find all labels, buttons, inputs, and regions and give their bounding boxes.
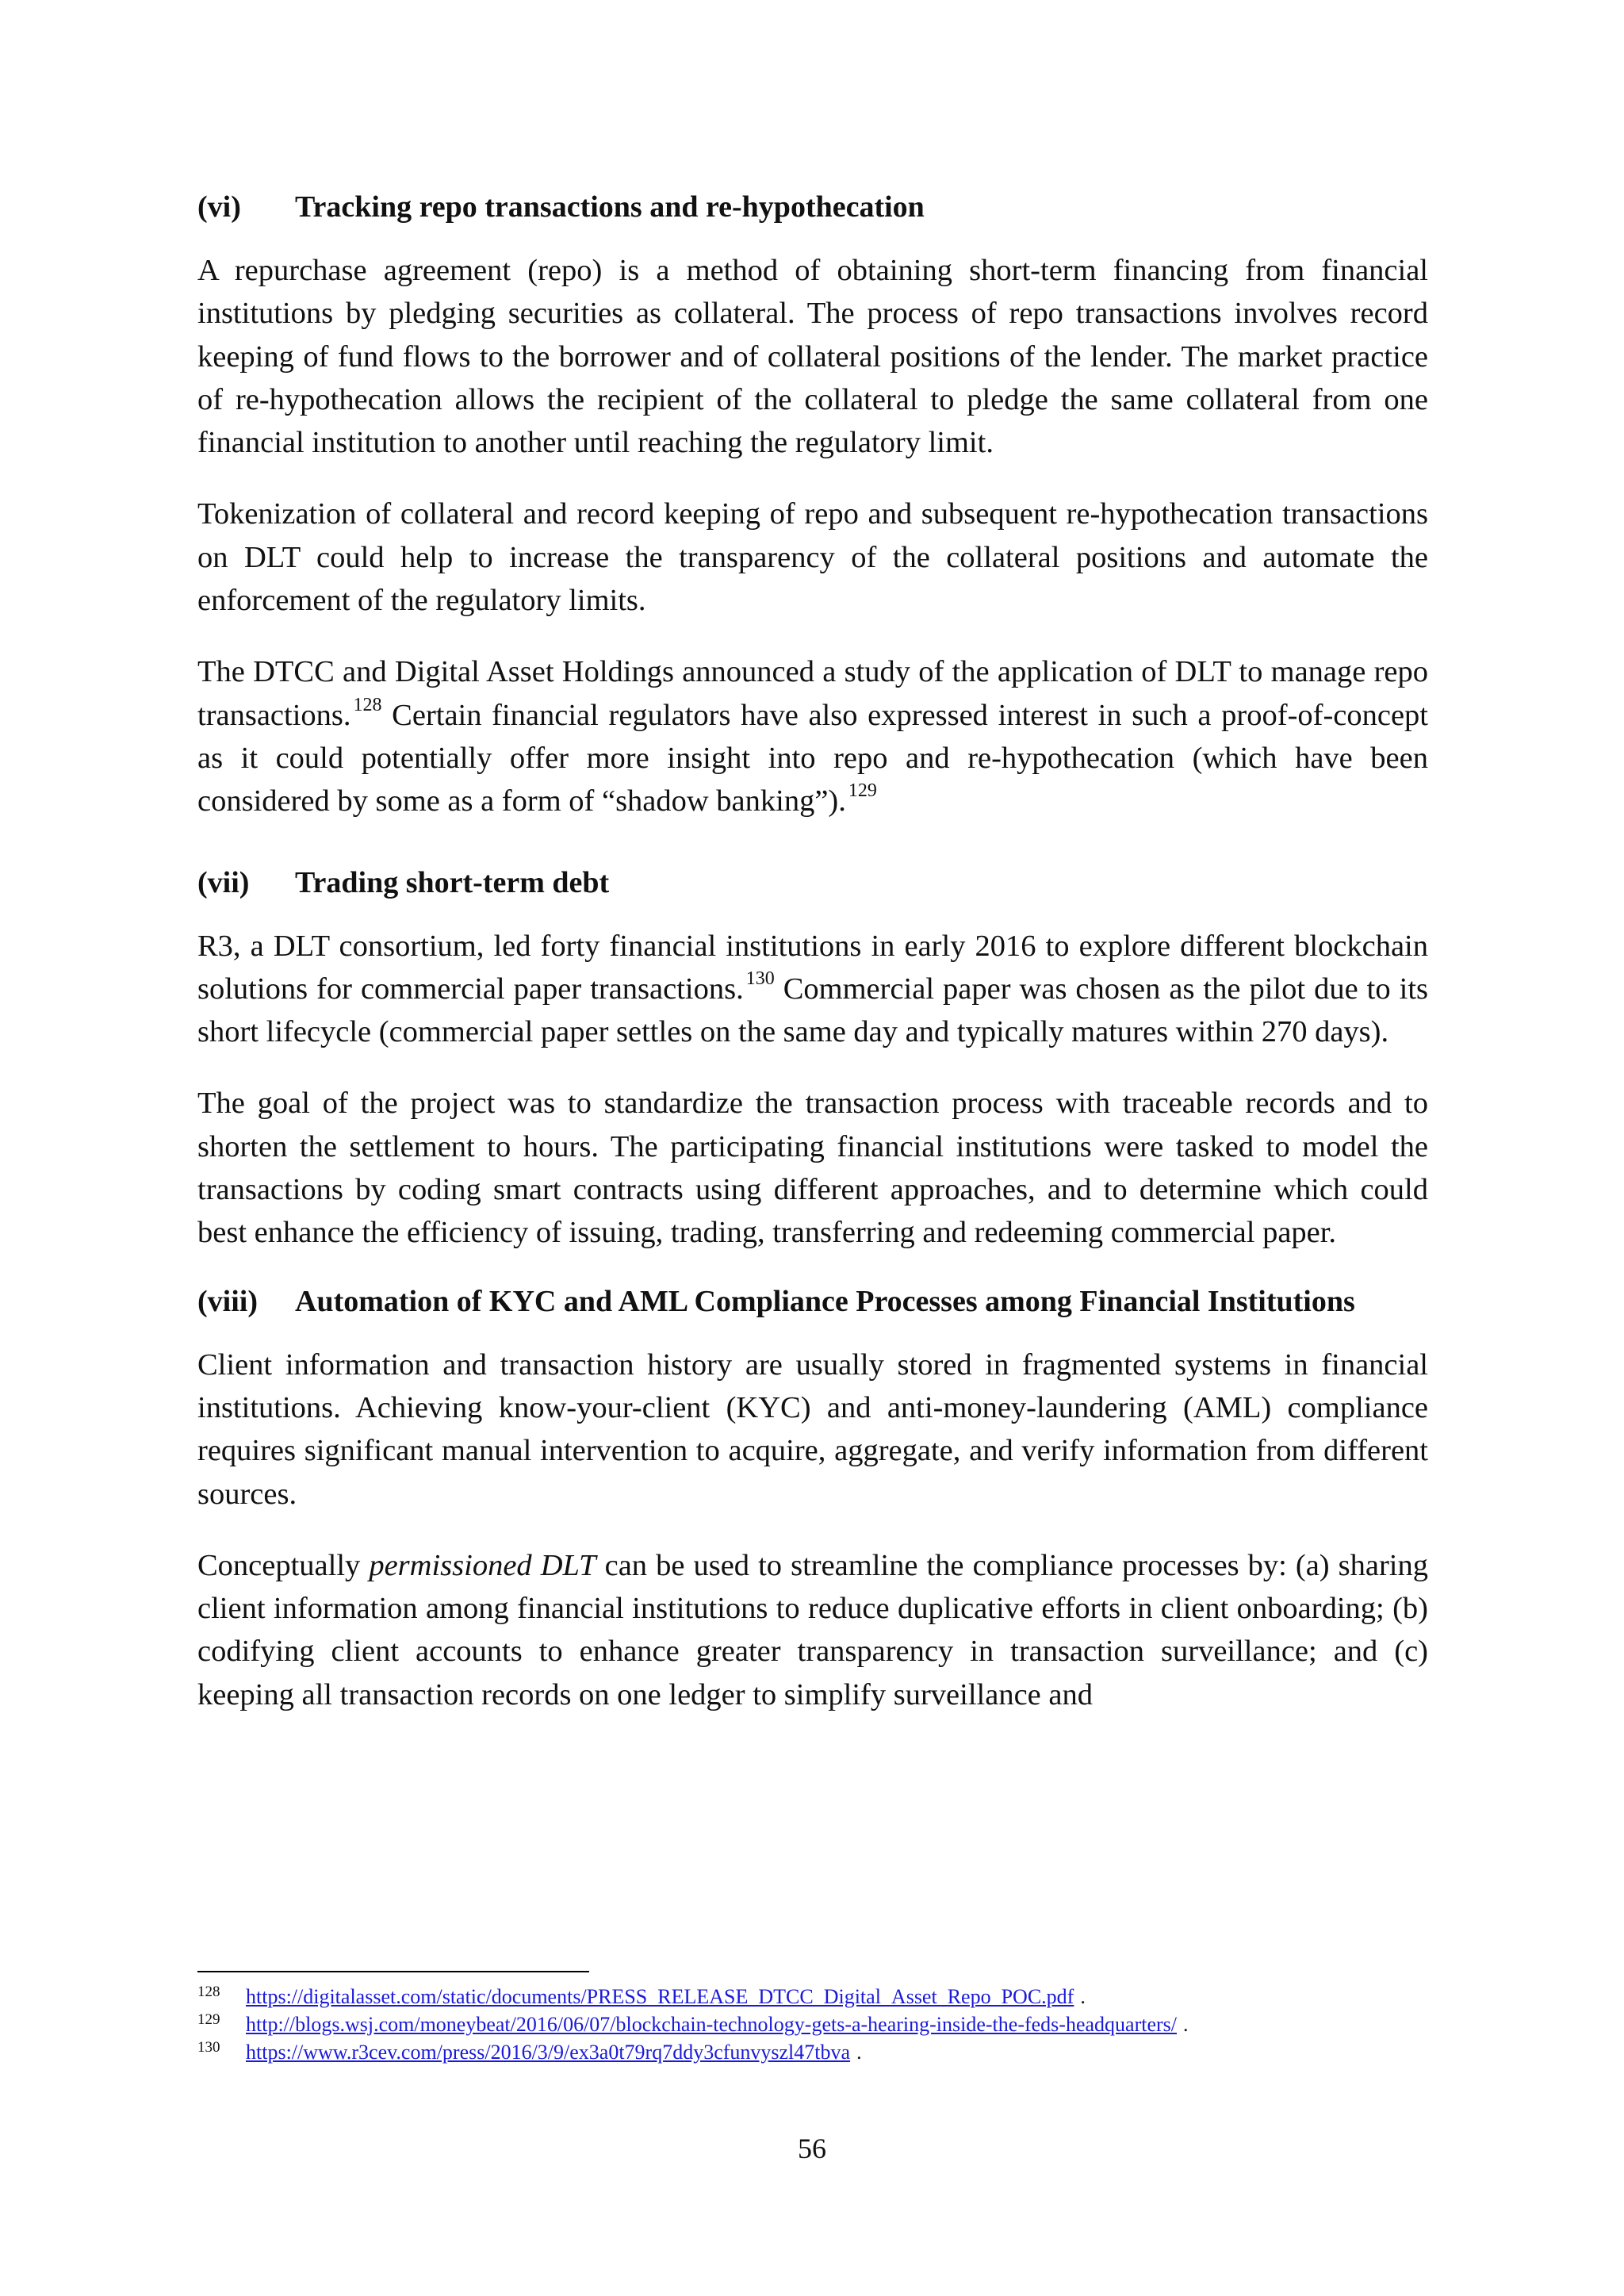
paragraph	[197, 925, 1428, 1054]
section-number: (vii)	[197, 865, 250, 899]
footnote-tail: .	[1183, 2013, 1189, 2036]
section-heading-vii	[197, 864, 1428, 901]
paragraph	[197, 650, 1428, 822]
footnote-link[interactable]: https://www.r3cev.com/press/2016/3/9/ex3a0t79rq7ddy3cfunvyszl47tbva	[246, 2041, 851, 2064]
section-heading-viii	[197, 1283, 1428, 1320]
footnote-ref[interactable]: 129	[848, 780, 877, 802]
footnote-item	[197, 2010, 1434, 2038]
footnote-item	[197, 1983, 1434, 2010]
footnote-number: 128	[197, 1984, 220, 2000]
section-title: Tracking repo transactions and re-hypothecation	[295, 190, 925, 224]
footnote-link[interactable]: https://digitalasset.com/static/documents/PRESS_RELEASE_DTCC_Digital_Asset_Repo_POC.pdf	[246, 1985, 1074, 2008]
italic-term: permissioned DLT	[369, 1548, 596, 1582]
footnote-ref[interactable]: 130	[745, 968, 775, 989]
paragraph-text: Commercial paper was chosen as the pilot due to its short lifecycle (commercial paper settles on the same day and typically matures within 270 days).	[197, 972, 1429, 1049]
footnote-item	[197, 2038, 1434, 2066]
paragraph: Client information and transaction history are usually stored in fragmented systems in financial institutions. Achieving know-your-client (KYC) and anti-money-laundering (AML) compliance requires significant manual intervention to acquire, aggregate, and verify information from different sources.	[197, 1347, 1428, 1511]
paragraph-text: Conceptually	[197, 1548, 370, 1582]
paragraph: The goal of the project was to standardize the transaction process with traceable records and to shorten the settlement to hours. The participating financial institutions were tasked to model the transactions by coding smart contracts using different approaches, and to determine which could best enhance the efficiency of issuing, trading, transferring and redeeming commercial paper.	[197, 1087, 1428, 1250]
footnote-link[interactable]: http://blogs.wsj.com/moneybeat/2016/06/07/blockchain-technology-gets-a-hearing-inside-the-feds-headquarters/	[246, 2013, 1177, 2036]
footnote-tail: .	[1080, 1985, 1086, 2008]
section-title: Trading short-term debt	[295, 865, 610, 899]
paragraph-text: Certain financial regulators have also expressed interest in such a proof-of-concept as it could potentially offer more insight into repo and re-hypothecation (which have been considered by some as a form of “shadow banking”).	[197, 698, 1428, 818]
footnote-ref[interactable]: 128	[353, 694, 382, 715]
section-title: Automation of KYC and AML Compliance Processes among Financial Institutions	[295, 1284, 1355, 1318]
paragraph: A repurchase agreement (repo) is a method of obtaining short-term financing from financial institutions by pledging securities as collateral. The process of repo transactions involves record keeping of fund flows to the borrower and of collateral positions of the lender. The market practice of re-hypothecation allows the recipient of the collateral to pledge the same collateral from one financial institution to another until reaching the regulatory limit.	[197, 254, 1428, 460]
footnote-number: 130	[197, 2039, 220, 2056]
footnote-tail: .	[856, 2041, 862, 2064]
page-number: 56	[798, 2133, 826, 2164]
footnote-number: 129	[197, 2011, 220, 2028]
section-number: (vi)	[197, 190, 241, 224]
section-heading-vi	[197, 189, 1428, 225]
section-number: (viii)	[197, 1284, 258, 1318]
paragraph: Tokenization of collateral and record keeping of repo and subsequent re-hypothecation transactions on DLT could help to increase the transparency of the collateral positions and automate the enforcement of the regulatory limits.	[197, 497, 1428, 618]
footnote-divider	[197, 1971, 589, 1972]
footnotes	[197, 1983, 1434, 2066]
paragraph-text: R3, a DLT consortium, led forty financial institutions in early 2016 to explore different blockchain solutions for commercial paper transactions.	[197, 929, 1428, 1006]
paragraph-text: can be used to streamline the compliance processes by: (a) sharing client information among financial institutions to reduce duplicative efforts in client onboarding; (b) codifying client accounts to enhance greater transparency in transaction surveillance; and (c) keeping all transaction records on one ledger to simplify surveillance and	[197, 1548, 1428, 1711]
paragraph	[197, 1544, 1428, 1716]
paragraph-text: The DTCC and Digital Asset Holdings announced a study of the application of DLT to manage repo transactions.	[197, 655, 1428, 732]
main-content	[197, 189, 1428, 1745]
